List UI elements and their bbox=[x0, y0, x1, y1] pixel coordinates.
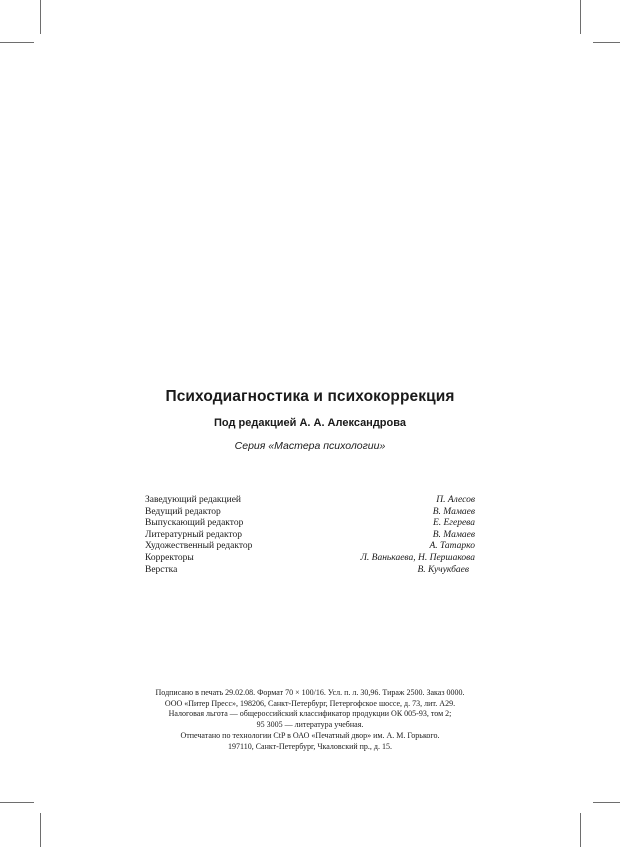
staff-role: Заведующий редакцией bbox=[145, 495, 242, 505]
staff-role: Ведущий редактор bbox=[145, 506, 221, 517]
editor-line: Под редакцией А. А. Александрова bbox=[214, 417, 406, 429]
crop-mark-top-left-horizontal bbox=[0, 42, 34, 43]
crop-mark-bottom-right-horizontal bbox=[593, 802, 620, 803]
staff-row bbox=[145, 553, 475, 565]
imprint-line: Отпечатано по технологии CtP в ОАО «Печатный двор» им. А. М. Горького. bbox=[180, 730, 440, 740]
staff-row bbox=[145, 565, 475, 577]
crop-mark-bottom-left-horizontal bbox=[0, 802, 34, 803]
crop-mark-top-left-vertical bbox=[40, 0, 41, 34]
staff-row bbox=[145, 541, 475, 553]
staff-row bbox=[145, 530, 475, 542]
imprint-line: Подписано в печать 29.02.08. Формат 70 × 100/16. Усл. п. л. 30,96. Тираж 2500. Заказ 0000. bbox=[155, 688, 465, 697]
imprint-line: 197110, Санкт-Петербург, Чкаловский пр., д. 15. bbox=[228, 741, 392, 751]
imprint-line: 95 3005 — литература учебная. bbox=[256, 720, 364, 730]
staff-row bbox=[145, 507, 475, 519]
staff-name: В. Мамаев bbox=[432, 506, 475, 517]
staff-row bbox=[145, 518, 475, 530]
staff-row bbox=[145, 495, 475, 507]
crop-mark-bottom-left-vertical bbox=[40, 813, 41, 847]
staff-name: В. Мамаев bbox=[432, 529, 475, 540]
imprint-line: ООО «Питер Пресс», 198206, Санкт-Петербург, Петергофское шоссе, д. 73, лит. А29. bbox=[164, 698, 456, 708]
staff-role: Верстка bbox=[145, 564, 178, 575]
crop-mark-top-right-vertical bbox=[580, 0, 581, 34]
staff-role: Художественный редактор bbox=[145, 541, 253, 552]
crop-mark-bottom-right-vertical bbox=[580, 813, 581, 847]
staff-role: Литературный редактор bbox=[145, 529, 242, 540]
staff-name: Е. Егерева bbox=[432, 518, 475, 529]
imprint-block bbox=[0, 688, 620, 752]
crop-mark-top-right-horizontal bbox=[593, 42, 620, 43]
staff-name: В. Кучукбаев bbox=[417, 564, 469, 575]
staff-list bbox=[145, 495, 475, 576]
staff-name: Л. Ванькаева, Н. Першакова bbox=[360, 552, 475, 563]
book-title: Психодиагностика и психокоррекция bbox=[165, 388, 455, 405]
staff-name: А. Татарко bbox=[429, 541, 475, 552]
staff-role: Выпускающий редактор bbox=[145, 518, 244, 529]
staff-role: Корректоры bbox=[145, 552, 194, 563]
staff-name: П. Алесов bbox=[436, 495, 475, 505]
series-line: Серия «Мастера психологии» bbox=[234, 440, 386, 452]
imprint-line: Налоговая льгота — общероссийский классификатор продукции ОК 005-93, том 2; bbox=[168, 709, 452, 719]
